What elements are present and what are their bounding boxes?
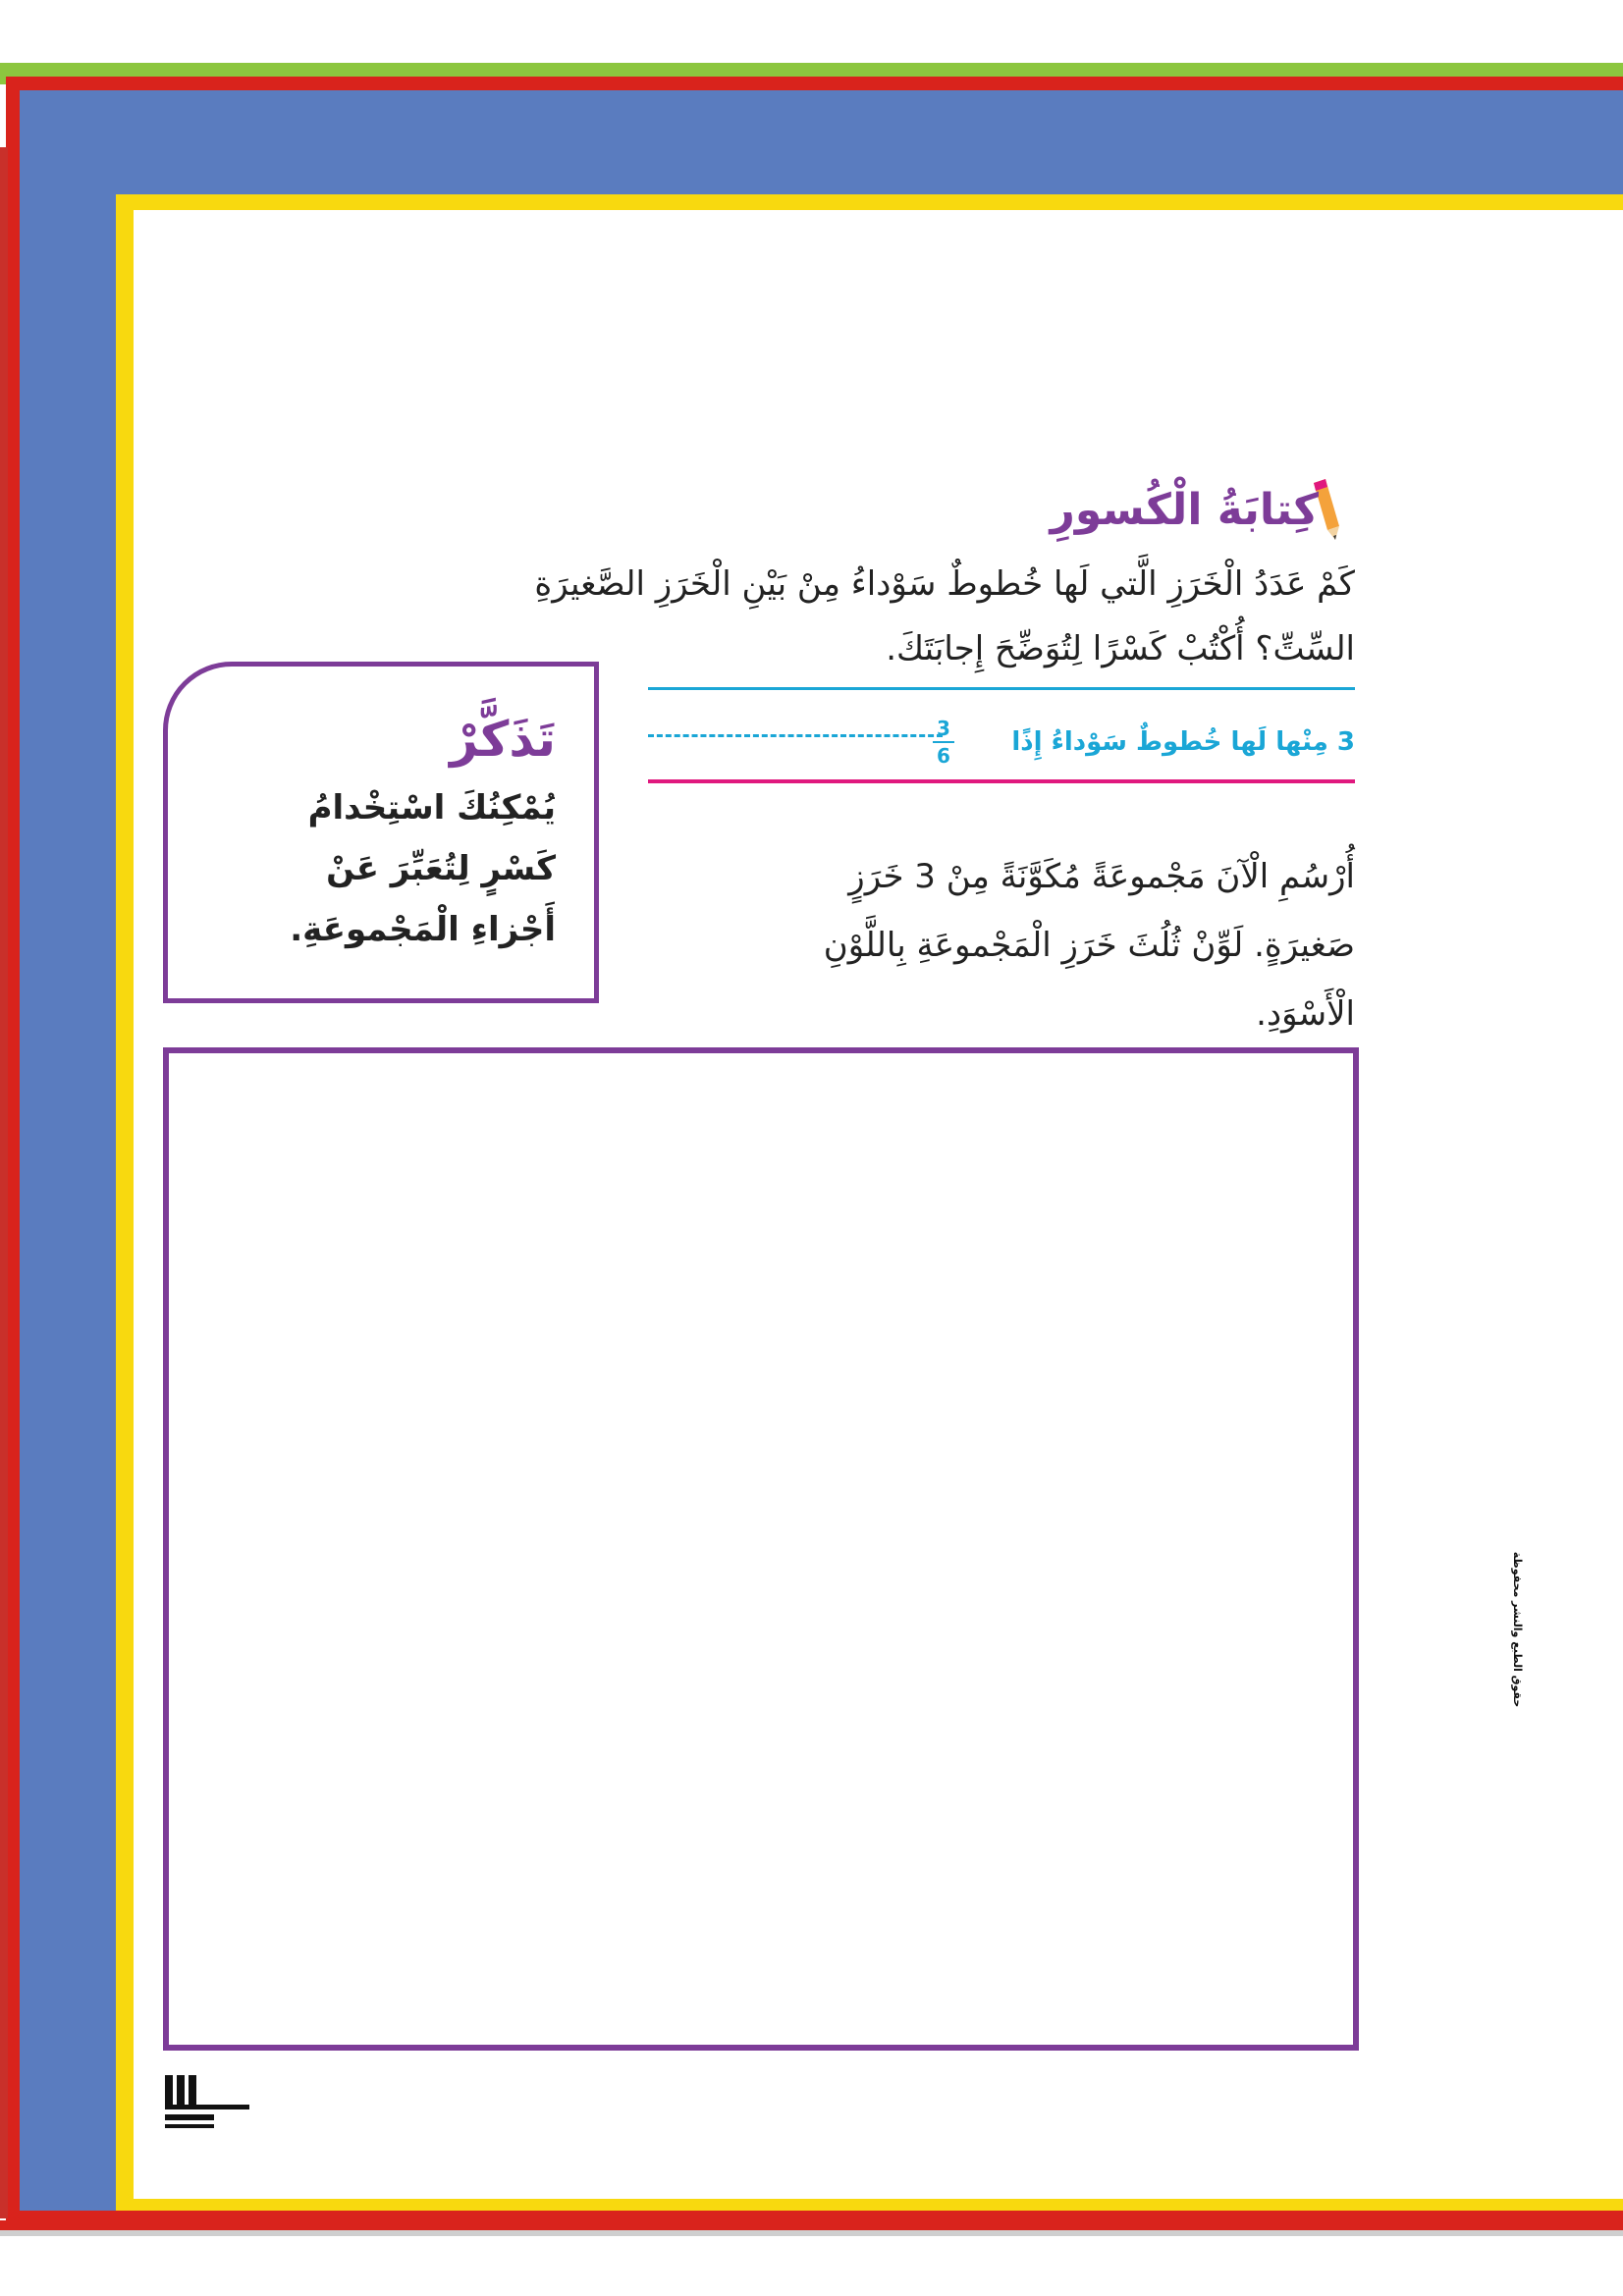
answer-bottom-rule: [648, 779, 1355, 783]
fraction-bar: [933, 741, 954, 743]
side-credit: حقوق الطبع والنشر محفوظة: [1511, 1551, 1524, 1708]
remember-line-3: أَجْزاءِ الْمَجْموعَةِ.: [290, 910, 556, 949]
instruction-line-1: أُرْسُمِ الْآنَ مَجْموعَةً مُكَوَّنَةً مِنْ 3 خَرَزٍ: [848, 857, 1355, 896]
fraction-denominator: 6: [937, 744, 950, 768]
question-line-1: كَمْ عَدَدُ الْخَرَزِ الَّتي لَها خُطوطٌ سَوْداءُ مِنْ بَيْنِ الْخَرَزِ الصَّغيرَةِ: [534, 564, 1355, 604]
side-credit-container: [1502, 1374, 1532, 1885]
drawing-area[interactable]: [163, 1047, 1359, 2051]
brand-logo: [163, 2071, 251, 2132]
question-line-2: السِّتِّ؟ أُكْتُبْ كَسْرًا لِتُوَضِّحَ إِجابَتَكَ.: [886, 629, 1355, 668]
bottom-red-line: [0, 2220, 1623, 2230]
remember-title: تَذَكَّرْ: [450, 711, 556, 768]
drawing-instruction: [648, 842, 1355, 1048]
section-title: كِتابَةُ الْكُسورِ: [1050, 485, 1319, 535]
remember-line-2: كَسْرٍ لِتُعَبِّرَ عَنْ: [326, 849, 556, 888]
bottom-grey-line: [0, 2230, 1623, 2236]
answer-dashed-rule: [648, 734, 943, 737]
answer-text: 3 مِنْها لَها خُطوطٌ سَوْداءُ إِذًا: [1011, 727, 1355, 757]
remember-line-1: يُمْكِنُكَ اسْتِخْدامُ: [307, 788, 556, 828]
left-red-strip: [0, 147, 8, 2218]
instruction-line-2: صَغيرَةٍ. لَوِّنْ ثُلُثَ خَرَزِ الْمَجْموعَةِ بِاللَّوْنِ: [823, 926, 1355, 965]
fraction-numerator: 3: [937, 717, 950, 740]
answer-top-rule: [648, 687, 1355, 690]
remember-text: [183, 777, 556, 974]
answer-fraction: [931, 717, 956, 768]
instruction-line-3: الْأَسْوَدِ.: [1256, 994, 1355, 1034]
